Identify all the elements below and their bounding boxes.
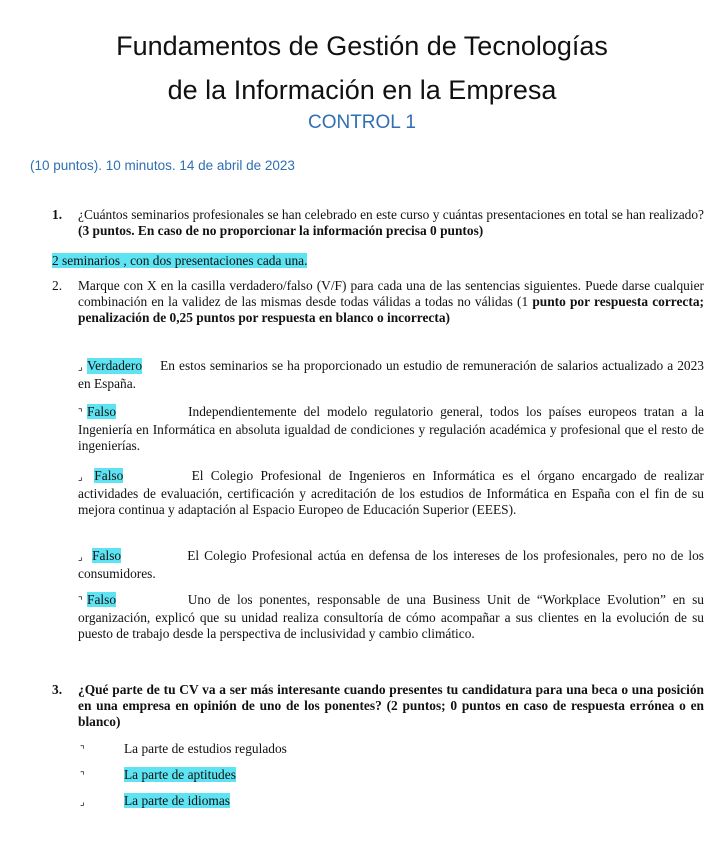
statement-text: Uno de los ponentes, responsable de una Business Unit de “Workplace Evolution” en su organización, explicó que su unidad realiza consultoría de cómo acompañar a sus clientes en la evolución de su puesto de trabajo desde la perspectiva de inclusividad y cambio climático. [78,592,704,641]
checkbox-icon[interactable]: ⌝ [78,408,83,419]
question-1 [52,207,704,239]
question-number: 2. [52,278,63,293]
document-title-line1: Fundamentos de Gestión de Tecnologías [116,31,608,61]
statement-text: En estos seminarios se ha proporcionado un estudio de remuneración de salarios actualizado a 2023 en España. [78,358,704,391]
checkbox-icon[interactable]: ⌝ [80,771,85,782]
question-scoring: (2 puntos; 0 puntos en caso de respuesta errónea o en blanco) [78,698,704,729]
question-scoring: punto por respuesta correcta; penalización de 0,25 puntos por respuesta en blanco o incorrecta) [78,294,704,325]
answer-1 [52,253,307,269]
option-1[interactable] [80,741,287,759]
document-subtitle: CONTROL 1 [307,112,417,133]
statement-1 [78,358,704,392]
statement-text: El Colegio Profesional actúa en defensa de los intereses de los profesionales, pero no de los consumidores. [78,548,704,581]
option-label: La parte de idiomas [124,793,230,808]
question-scoring: (3 puntos. En caso de no proporcionar la información precisa 0 puntos) [78,223,484,238]
statement-5 [78,592,704,642]
exam-meta: (10 puntos). 10 minutos. 14 de abril de 2023 [30,158,295,173]
statement-answer: Falso [94,468,124,483]
question-text: ¿Qué parte de tu CV va a ser más interesante cuando presentes tu candidatura para una beca o una posición en una empresa en opinión de uno de los ponentes? [78,682,704,713]
option-label: La parte de aptitudes [124,767,236,782]
statement-2 [78,404,704,454]
statement-answer: Falso [87,592,117,607]
statement-text: El Colegio Profesional de Ingenieros en Informática es el órgano encargado de realizar actividades de evaluación, certificación y acreditación de los estudios de Informática en España con el fin de su mejora continua y adaptación al Espacio Europeo de Educación Superior (EEES). [78,468,704,517]
statement-answer: Falso [92,548,122,563]
question-3 [52,682,704,730]
statement-answer: Verdadero [87,358,143,373]
answer-text: 2 seminarios , con dos presentaciones cada una. [52,253,308,268]
checkbox-icon[interactable]: ⌟ [78,472,83,483]
question-number: 3. [52,682,63,697]
question-text: Marque con X en la casilla verdadero/falso (V/F) para cada una de las sentencias siguientes. Puede darse cualquier combinación en la validez de las mismas desde todas válidas a todas no válidas (1 [78,278,704,309]
question-text: ¿Cuántos seminarios profesionales se han celebrado en este curso y cuántas presentaciones en total se han realizado? [78,207,704,222]
document-title-line2: de la Información en la Empresa [167,75,557,105]
statement-answer: Falso [87,404,117,419]
checkbox-icon[interactable]: ⌟ [78,552,83,563]
checkbox-icon[interactable]: ⌟ [78,362,83,373]
option-2[interactable] [80,767,236,785]
option-3[interactable] [80,793,230,811]
question-2 [52,278,704,326]
statement-4 [78,548,704,582]
checkbox-icon[interactable]: ⌝ [80,745,85,756]
option-label: La parte de estudios regulados [124,741,287,756]
question-number: 1. [52,207,63,222]
checkbox-icon[interactable]: ⌝ [78,596,83,607]
checkbox-icon[interactable]: ⌟ [80,797,85,808]
statement-text: Independientemente del modelo regulatorio general, todos los países europeos tratan a la Ingeniería en Informática en absoluta igualdad de condiciones y regulación académica y profesional que el resto de ingenierías. [78,404,704,453]
statement-3 [78,468,704,518]
